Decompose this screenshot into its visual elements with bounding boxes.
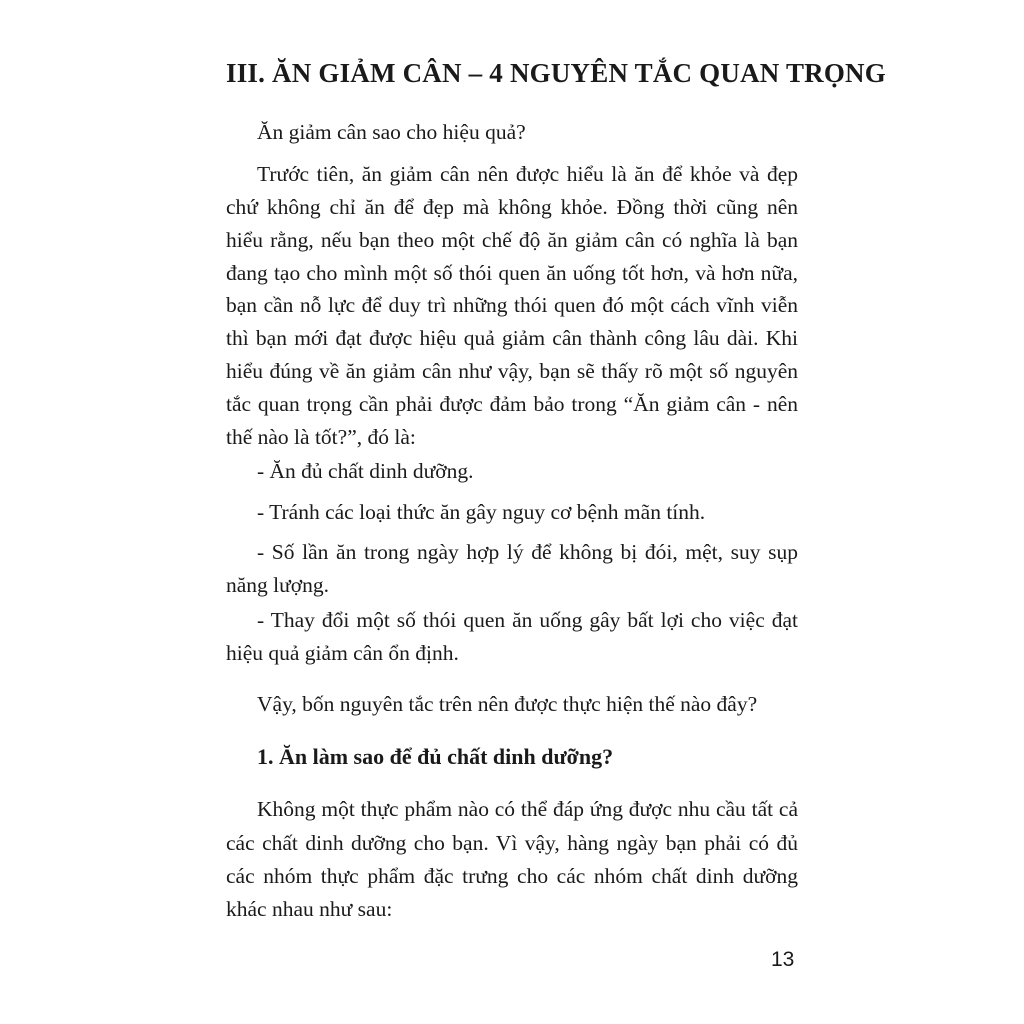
page-number: 13 [771,948,795,971]
paragraph-line: Không một thực phẩm nào có thể đáp ứng được nhu cầu tất cả [257,797,798,821]
list-item: - Số lần ăn trong ngày hợp lý để không bị đói, mệt, suy sụp [257,540,798,564]
subheading: 1. Ăn làm sao để đủ chất dinh dưỡng? [257,744,614,769]
paragraph-line: các chất dinh dưỡng cho bạn. Vì vậy, hàng ngày bạn phải có đủ [226,831,798,855]
paragraph-line: Trước tiên, ăn giảm cân nên được hiểu là ăn để khỏe và đẹp [257,162,798,186]
paragraph-line: bạn cần nỗ lực để duy trì những thói quen đó một cách vĩnh viễn [226,293,798,317]
paragraph-line: đang tạo cho mình một số thói quen ăn uống tốt hơn, và hơn nữa, [226,261,798,285]
paragraph-line: khác nhau như sau: [226,897,393,921]
paragraph-line: hiểu đúng về ăn giảm cân như vậy, bạn sẽ thấy rõ một số nguyên [226,359,798,383]
paragraph-line: tắc quan trọng cần phải được đảm bảo trong “Ăn giảm cân - nên [226,392,798,416]
list-item-continuation: năng lượng. [226,573,330,597]
intro-question: Ăn giảm cân sao cho hiệu quả? [257,120,526,144]
list-item: - Tránh các loại thức ăn gây nguy cơ bệnh mãn tính. [257,500,706,524]
list-item-continuation: hiệu quả giảm cân ổn định. [226,641,459,665]
section-title: III. ĂN GIẢM CÂN – 4 NGUYÊN TẮC QUAN TRỌNG [226,58,886,88]
transition-question: Vậy, bốn nguyên tắc trên nên được thực hiện thế nào đây? [257,692,758,716]
paragraph-line: thế nào là tốt?”, đó là: [226,425,416,449]
paragraph-line: thì bạn mới đạt được hiệu quả giảm cân thành công lâu dài. Khi [226,326,798,350]
list-item: - Ăn đủ chất dinh dưỡng. [257,459,474,483]
paragraph-line: các nhóm thực phẩm đặc trưng cho các nhóm chất dinh dưỡng [226,864,798,888]
list-item: - Thay đổi một số thói quen ăn uống gây bất lợi cho việc đạt [257,608,798,632]
paragraph-line: hiểu rằng, nếu bạn theo một chế độ ăn giảm cân có nghĩa là bạn [226,228,798,252]
paragraph-line: chứ không chỉ ăn để đẹp mà không khỏe. Đồng thời cũng nên [226,195,798,219]
